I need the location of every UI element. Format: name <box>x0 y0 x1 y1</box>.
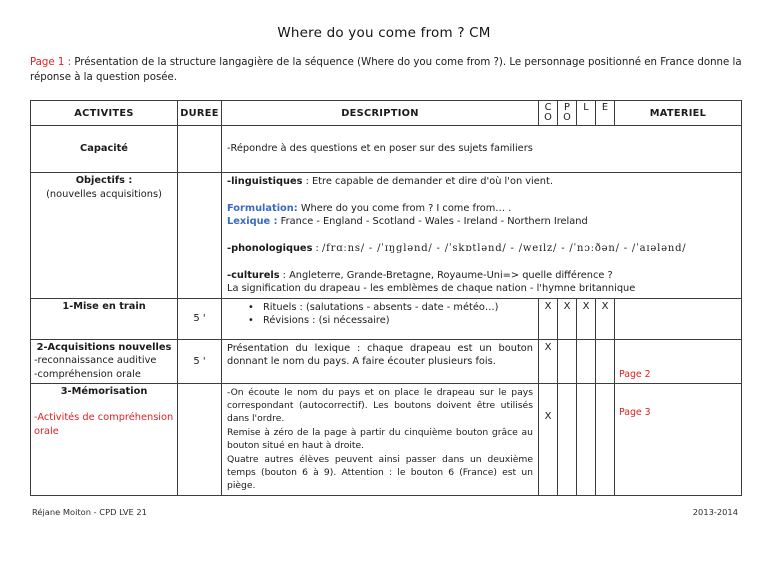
page3-reference: Page 3 <box>619 406 651 418</box>
mise-description-cell <box>222 298 539 339</box>
acquisitions-mark-co: X <box>539 339 558 383</box>
capacite-description-cell <box>222 126 742 173</box>
bullet-marker: • <box>248 315 254 327</box>
memorisation-mark-co: X <box>539 383 558 495</box>
mise-mark-co: X <box>539 298 558 339</box>
memorisation-mark-e <box>596 383 615 495</box>
list-item <box>227 314 533 327</box>
acquisitions-materiel-cell <box>615 339 742 383</box>
intro-paragraph <box>30 55 742 85</box>
page1-label: Page 1 : <box>30 57 72 68</box>
capacite-title: Capacité <box>80 143 128 155</box>
page2-reference: Page 2 <box>619 368 651 380</box>
objectifs-formulation-line: Formulation: Where do you come from ? I come from… . <box>227 202 512 214</box>
memorisation-title: 3-Mémorisation <box>60 385 148 397</box>
acquisitions-sub1: -reconnaissance auditive <box>34 355 157 367</box>
objectifs-lexique-line: Lexique : France - England - Scotland - Wales - Ireland - Northern Ireland <box>227 216 588 228</box>
col-header-materiel: MATERIEL <box>615 101 742 126</box>
lesson-plan-table <box>30 100 742 496</box>
ipa-transcription: /frɑːns/ - /ˈɪŋglənd/ - /ˈskɒtlənd/ - /weɪlz/ - /ˈnɔːðən/ - /ˈaɪələnd/ <box>321 243 687 254</box>
acquisitions-title: 2-Acquisitions nouvelles <box>36 341 172 353</box>
acquisitions-description: Présentation du lexique : chaque drapeau est un bouton donnant le nom du pays. A faire écouter plusieurs fois. <box>222 339 539 383</box>
footer-year: 2013-2014 <box>692 506 738 517</box>
mise-bullet-1: Rituels : (salutations - absents - date - météo…) <box>263 301 499 313</box>
mise-mark-l: X <box>577 298 596 339</box>
acquisitions-title-cell <box>31 339 178 383</box>
memorisation-materiel-cell <box>615 383 742 495</box>
objectifs-subtitle: (nouvelles acquisitions) <box>46 188 162 200</box>
acquisitions-sub2: -compréhension orale <box>34 368 141 380</box>
objectifs-title: Objectifs : <box>75 175 133 186</box>
memorisation-title-cell <box>31 383 178 495</box>
mise-title-cell <box>31 298 178 339</box>
memorisation-subtitle-red: -Activités de compréhension orale <box>34 412 174 437</box>
capacite-duree-cell <box>178 126 222 173</box>
document-page <box>0 25 768 568</box>
row-objectifs <box>31 173 742 299</box>
col-header-description: DESCRIPTION <box>222 101 539 126</box>
row-memorisation <box>31 383 742 495</box>
memorisation-mark-l <box>577 383 596 495</box>
acquisitions-mark-l <box>577 339 596 383</box>
acquisitions-duree: 5 ' <box>178 339 222 383</box>
footer-author: Réjane Moiton - CPD LVE 21 <box>32 506 147 517</box>
mise-duree: 5 ' <box>178 298 222 339</box>
col-header-po: P O <box>558 101 577 126</box>
acquisitions-mark-e <box>596 339 615 383</box>
memorisation-para2: Remise à zéro de la page à partir du cinquième bouton grâce au bouton situé en haut à droite. <box>227 426 533 452</box>
col-header-l: L <box>577 101 596 126</box>
row-capacite <box>31 126 742 173</box>
mise-mark-e: X <box>596 298 615 339</box>
capacite-title-cell <box>31 126 178 173</box>
bullet-marker: • <box>248 301 254 313</box>
objectifs-phonologiques-line: -phonologiques : /frɑːns/ - /ˈɪŋglənd/ - /ˈskɒtlənd/ - /weɪlz/ - /ˈnɔːðən/ - /ˈaɪələnd/ <box>227 243 687 254</box>
col-header-activites: ACTIVITES <box>31 101 178 126</box>
objectifs-culturels-line: -culturels : Angleterre, Grande-Bretagne, Royaume-Uni=> quelle différence ? <box>227 269 613 281</box>
page-footer <box>32 507 738 517</box>
page-title: Where do you come from ? CM <box>277 25 491 41</box>
intro-text: Présentation de la structure langagière de la séquence (Where do you come from ?). Le personnage positionné en France donne la réponse à la question posée. <box>30 57 742 83</box>
col-header-co: C O <box>539 101 558 126</box>
list-item <box>227 301 533 314</box>
capacite-description: -Répondre à des questions et en poser sur des sujets familiers <box>227 143 533 155</box>
memorisation-para3: Quatre autres élèves peuvent ainsi passer dans un deuxième temps (bouton 6 à 9). Attention : le bouton 6 (France) est un piège. <box>227 453 533 492</box>
objectifs-description-cell <box>222 173 742 299</box>
col-header-e: E <box>596 101 615 126</box>
memorisation-para1: -On écoute le nom du pays et on place le drapeau sur le pays correspondant (autocorrectif). Les boutons doivent être utilisés dans l'ordre. <box>227 386 533 425</box>
objectifs-title-cell <box>31 173 178 299</box>
mise-materiel-cell <box>615 298 742 339</box>
memorisation-description-cell <box>222 383 539 495</box>
objectifs-culturels-line2: La signification du drapeau - les emblèmes de chaque nation - l'hymne britannique <box>227 283 636 295</box>
memorisation-mark-po <box>558 383 577 495</box>
acquisitions-mark-po <box>558 339 577 383</box>
col-header-duree: DUREE <box>178 101 222 126</box>
memorisation-duree-cell <box>178 383 222 495</box>
row-acquisitions <box>31 339 742 383</box>
table-header-row <box>31 101 742 126</box>
mise-title: 1-Mise en train <box>62 300 146 312</box>
mise-mark-po: X <box>558 298 577 339</box>
objectifs-linguistiques-line: -linguistiques : Etre capable de demander et dire d'où l'on vient. <box>227 176 553 187</box>
row-mise-en-train <box>31 298 742 339</box>
objectifs-duree-cell <box>178 173 222 299</box>
mise-bullet-2: Révisions : (si nécessaire) <box>263 315 390 327</box>
